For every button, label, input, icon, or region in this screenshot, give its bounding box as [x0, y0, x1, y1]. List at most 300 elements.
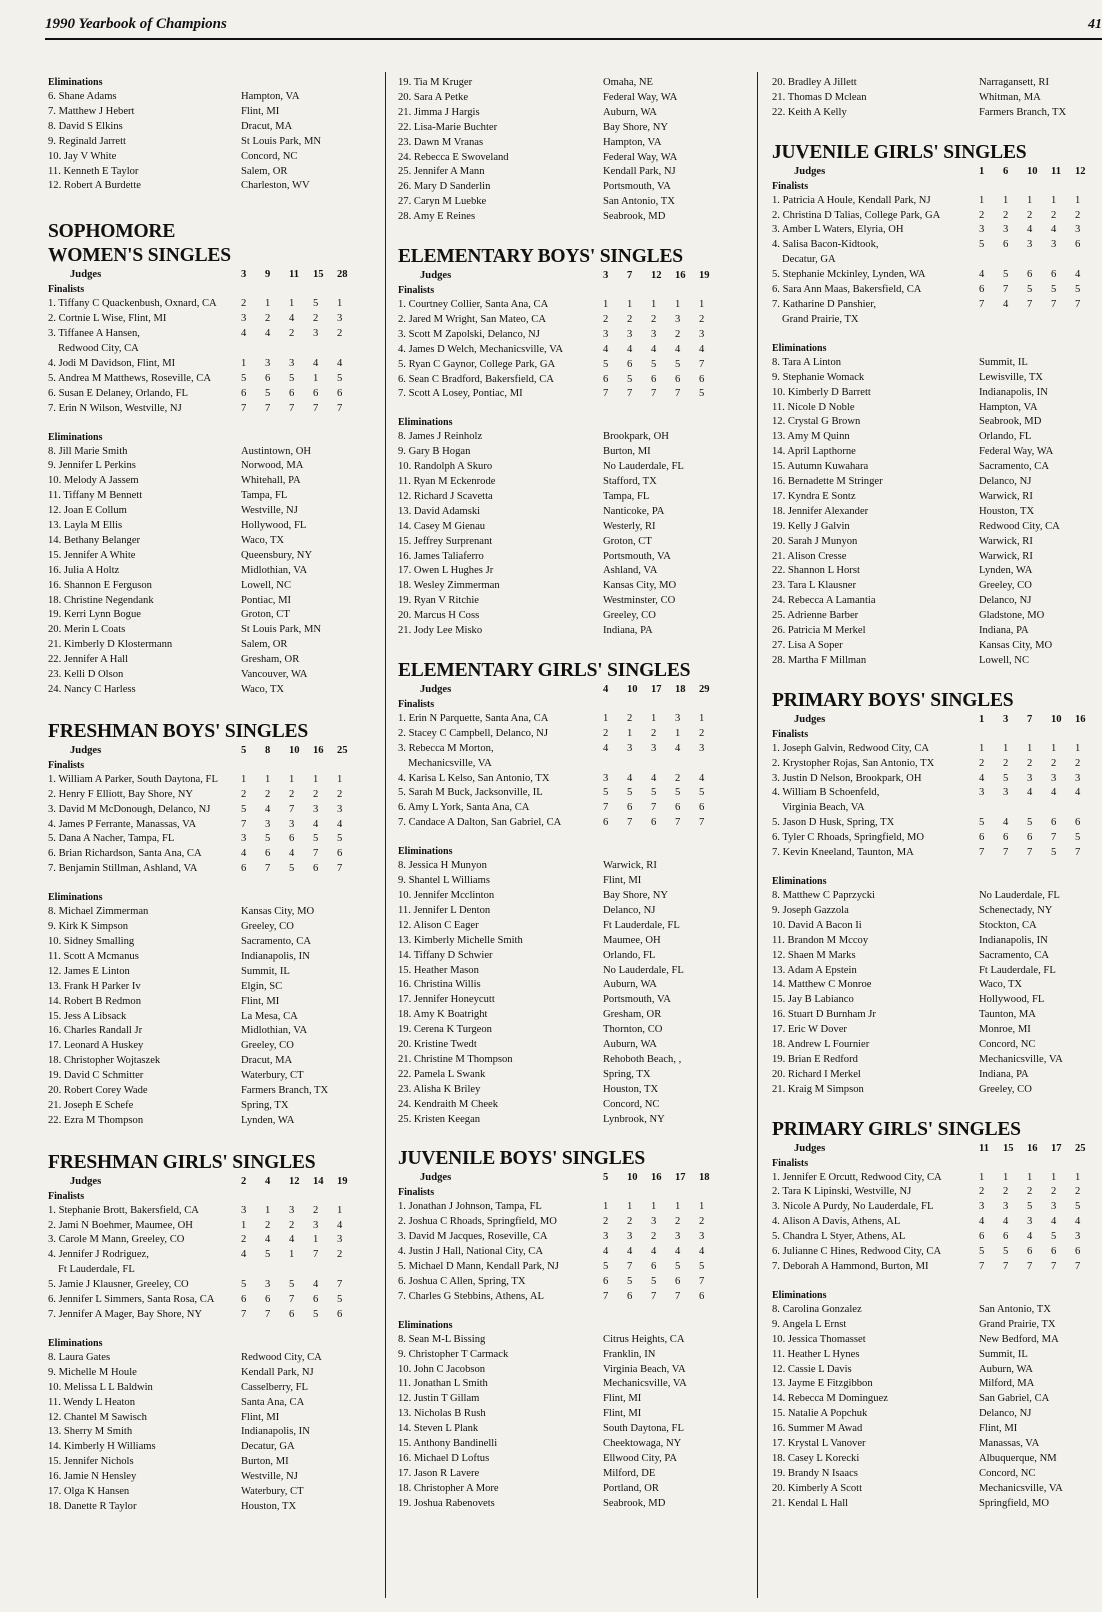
judge-number: 16 — [313, 744, 324, 756]
hometown: Summit, IL — [979, 1348, 1028, 1360]
skater-name: 19. Cerena K Turgeon — [398, 1024, 492, 1036]
ordinal-score: 7 — [627, 817, 633, 829]
hometown: Kansas City, MO — [241, 906, 315, 918]
hometown: Delanco, NJ — [979, 1408, 1032, 1420]
hometown: Taunton, MA — [979, 1009, 1036, 1021]
judges-row — [398, 269, 728, 284]
hometown: Ft Lauderdale, FL — [603, 919, 680, 931]
skater-name: 25. Kristen Keegan — [398, 1113, 481, 1125]
event-title: ELEMENTARY BOYS' SINGLES — [398, 246, 683, 268]
ordinal-score: 5 — [1027, 817, 1033, 829]
ordinal-score: 3 — [979, 1201, 985, 1213]
elimination-row — [398, 180, 728, 195]
ordinal-score: 4 — [627, 772, 633, 784]
ordinal-score: 1 — [1027, 194, 1033, 206]
event-section — [398, 76, 728, 225]
finalist-row — [398, 772, 728, 787]
hometown: Brookpark, OH — [603, 431, 669, 443]
skater-name: 17. Eric W Dover — [772, 1024, 847, 1036]
ordinal-score: 3 — [603, 1231, 609, 1243]
eliminations-label: Eliminations — [398, 846, 453, 858]
finalist-row — [398, 328, 728, 343]
elimination-row — [48, 579, 363, 594]
ordinal-score: 5 — [337, 1294, 343, 1306]
hometown: Flint, MI — [603, 875, 642, 887]
hometown: Warwick, RI — [603, 860, 657, 872]
elimination-row — [398, 1068, 728, 1083]
ordinal-score: 3 — [337, 803, 343, 815]
ordinal-score: 3 — [651, 742, 657, 754]
finalist-name: 1. Jonathan J Johnson, Tampa, FL — [398, 1201, 542, 1213]
hometown: Warwick, RI — [979, 490, 1033, 502]
finalist-name: 7. Erin N Wilson, Westville, NJ — [48, 402, 182, 414]
finalist-row — [48, 1293, 363, 1308]
ordinal-score: 1 — [337, 298, 343, 310]
elimination-row — [48, 1500, 363, 1515]
skater-name: 9. Reginald Jarrett — [48, 135, 126, 147]
ordinal-score: 3 — [1051, 772, 1057, 784]
finalist-name: 1. William A Parker, South Daytona, FL — [48, 773, 218, 785]
elimination-row — [772, 460, 1102, 475]
hometown: Concord, NC — [979, 1467, 1036, 1479]
hometown: Houston, TX — [603, 1083, 659, 1095]
finalist-row — [48, 402, 363, 417]
skater-name: 16. Summer M Awad — [772, 1423, 863, 1435]
ordinal-score: 3 — [979, 787, 985, 799]
hometown: Indiana, PA — [979, 625, 1029, 637]
finalist-name: 1. Tiffany C Quackenbush, Oxnard, CA — [48, 298, 217, 310]
skater-name: 8. Jill Marie Smith — [48, 445, 128, 457]
skater-name: 24. Kendraith M Cheek — [398, 1098, 499, 1110]
ordinal-score: 4 — [627, 343, 633, 355]
elimination-row — [772, 579, 1102, 594]
skater-name: 25. Adrienne Barber — [772, 610, 859, 622]
elimination-row — [398, 1008, 728, 1023]
ordinal-score: 7 — [1051, 1261, 1057, 1272]
elimination-row — [48, 965, 363, 980]
hometown: Bay Shore, NY — [603, 121, 669, 133]
finalist-row — [398, 373, 728, 388]
ordinal-score: 2 — [699, 1216, 705, 1228]
ordinal-score: 1 — [627, 727, 633, 739]
hometown: Sacramento, CA — [979, 949, 1050, 961]
hometown: Lowell, NC — [979, 654, 1030, 666]
elimination-row — [772, 1083, 1102, 1098]
hometown: Lynden, WA — [241, 1114, 295, 1126]
ordinal-score: 3 — [651, 1216, 657, 1228]
elimination-row — [398, 165, 728, 180]
finalist-row — [48, 357, 363, 372]
elimination-row — [772, 978, 1102, 993]
finalist-city-continued: Decatur, GA — [782, 254, 836, 266]
judges-label: Judges — [794, 165, 826, 177]
hometown: Flint, MI — [241, 995, 280, 1007]
ordinal-score: 7 — [603, 802, 609, 814]
skater-name: 16. Christina Willis — [398, 979, 481, 991]
ordinal-score: 3 — [313, 328, 319, 340]
judges-label: Judges — [420, 684, 452, 695]
finalist-row — [48, 312, 363, 327]
finalist-name: 6. Sean C Bradford, Bakersfield, CA — [398, 373, 554, 385]
event-title: PRIMARY GIRLS' SINGLES — [772, 1118, 1021, 1140]
elimination-row — [772, 91, 1102, 106]
finalists-label: Finalists — [772, 1157, 809, 1169]
skater-name: 20. Robert Corey Wade — [48, 1085, 148, 1097]
finalist-city-continued: Mechanicsville, VA — [408, 757, 492, 769]
hometown: Norwood, MA — [241, 460, 304, 472]
elimination-row — [772, 445, 1102, 460]
skater-name: 26. Patricia M Merkel — [772, 625, 866, 637]
elimination-row — [398, 1363, 728, 1378]
ordinal-score: 7 — [265, 1309, 271, 1320]
ordinal-score: 1 — [265, 773, 271, 785]
hometown: Redwood City, CA — [979, 520, 1060, 532]
ordinal-score: 6 — [675, 1275, 681, 1287]
skater-name: 19. Brian E Redford — [772, 1053, 858, 1065]
elimination-row — [772, 1318, 1102, 1333]
skater-name: 8. Carolina Gonzalez — [772, 1303, 862, 1315]
ordinal-score: 6 — [337, 848, 343, 860]
elimination-row — [48, 120, 363, 135]
ordinal-score: 5 — [265, 387, 271, 399]
hometown: Flint, MI — [241, 1411, 280, 1423]
ordinal-score: 5 — [1075, 832, 1081, 844]
event-section — [48, 220, 363, 698]
ordinal-score: 5 — [979, 239, 985, 251]
ordinal-score: 2 — [979, 209, 985, 221]
finalist-row — [398, 816, 728, 831]
skater-name: 15. Natalie A Popchuk — [772, 1408, 868, 1420]
elimination-row — [398, 1348, 728, 1363]
ordinal-score: 4 — [289, 1234, 295, 1246]
hometown: Citrus Heights, CA — [603, 1333, 685, 1345]
hometown: Waco, TX — [979, 979, 1023, 991]
ordinal-score: 6 — [603, 373, 609, 385]
eliminations-label: Eliminations — [772, 342, 827, 354]
elimination-row — [48, 1114, 363, 1129]
hometown: Westville, NJ — [241, 1471, 298, 1483]
elimination-row — [398, 460, 728, 475]
ordinal-score: 4 — [1027, 1231, 1033, 1243]
ordinal-score: 4 — [651, 343, 657, 355]
elimination-row — [398, 430, 728, 445]
finalist-name: 2. Joshua C Rhoads, Springfield, MO — [398, 1216, 557, 1228]
skater-name: 10. Sidney Smalling — [48, 935, 135, 947]
ordinal-score: 4 — [979, 269, 985, 281]
ordinal-score: 4 — [337, 818, 343, 830]
hometown: Indiana, PA — [979, 1068, 1029, 1080]
elimination-row — [772, 430, 1102, 445]
ordinal-score: 6 — [1075, 817, 1081, 829]
skater-name: 16. Charles Randall Jr — [48, 1025, 143, 1037]
ordinal-score: 4 — [1075, 787, 1081, 799]
ordinal-score: 1 — [1051, 194, 1057, 206]
elimination-row — [398, 121, 728, 136]
finalist-row — [48, 773, 363, 788]
eliminations-label: Eliminations — [48, 431, 103, 443]
eliminations-label: Eliminations — [398, 417, 453, 429]
finalist-name: 3. Scott M Zapolski, Delanco, NJ — [398, 328, 540, 340]
ordinal-score: 1 — [603, 298, 609, 310]
ordinal-score: 5 — [241, 803, 247, 815]
hometown: Manassas, VA — [979, 1438, 1040, 1450]
hometown: Federal Way, WA — [979, 446, 1054, 458]
hometown: Casselberry, FL — [241, 1381, 308, 1393]
ordinal-score: 1 — [675, 727, 681, 739]
finalist-row — [398, 1200, 728, 1215]
ordinal-score: 7 — [289, 803, 295, 815]
ordinal-score: 3 — [241, 1204, 247, 1216]
elimination-row — [772, 1348, 1102, 1363]
elimination-row — [772, 1068, 1102, 1083]
event-section — [772, 1118, 1102, 1512]
skater-name: 10. Melissa L L Baldwin — [48, 1381, 153, 1393]
ordinal-score: 1 — [979, 194, 985, 206]
hometown: Kendall Park, NJ — [241, 1366, 314, 1378]
elimination-row — [398, 1083, 728, 1098]
skater-name: 19. Tia M Kruger — [398, 77, 473, 88]
finalist-name: 2. Cortnie L Wise, Flint, MI — [48, 313, 167, 325]
ordinal-score: 5 — [289, 1279, 295, 1291]
ordinal-score: 1 — [627, 298, 633, 310]
ordinal-score: 6 — [603, 817, 609, 829]
elimination-row — [48, 608, 363, 623]
ordinal-score: 3 — [699, 1231, 705, 1243]
elimination-row — [48, 920, 363, 935]
skater-name: 27. Caryn M Luebke — [398, 196, 487, 208]
judge-number: 1 — [979, 165, 985, 177]
elimination-row — [772, 1437, 1102, 1452]
skater-name: 10. David A Bacon Ii — [772, 919, 862, 931]
ordinal-score: 6 — [675, 802, 681, 814]
skater-name: 21. Kimberly D Klostermann — [48, 639, 173, 651]
skater-name: 10. Jessica Thomasset — [772, 1333, 866, 1345]
finalist-row — [398, 786, 728, 801]
judge-number: 15 — [313, 269, 324, 281]
finalist-row — [398, 1215, 728, 1230]
ordinal-score: 1 — [241, 1219, 247, 1231]
ordinal-score: 3 — [1027, 239, 1033, 251]
judge-number: 16 — [1075, 713, 1086, 725]
finalist-row — [772, 846, 1102, 861]
skater-name: 22. Shannon L Horst — [772, 565, 860, 577]
elimination-row — [772, 1377, 1102, 1392]
finalist-name: 7. Candace A Dalton, San Gabriel, CA — [398, 817, 562, 829]
finalist-name: 6. Tyler C Rhoads, Springfield, MO — [772, 832, 925, 844]
ordinal-score: 4 — [1075, 1216, 1081, 1228]
eliminations-label: Eliminations — [48, 77, 103, 88]
judge-number: 12 — [1075, 165, 1086, 177]
hometown: Bay Shore, NY — [603, 889, 669, 901]
finalists-label: Finalists — [772, 728, 809, 740]
elimination-row — [48, 519, 363, 534]
ordinal-score: 5 — [627, 1275, 633, 1287]
judge-number: 10 — [627, 1172, 638, 1184]
elimination-row — [772, 564, 1102, 579]
judges-row — [772, 165, 1102, 180]
hometown: Westville, NJ — [241, 505, 298, 517]
hometown: Elgin, SC — [241, 980, 283, 992]
ordinal-score: 4 — [265, 803, 271, 815]
hometown: Ft Lauderdale, FL — [979, 964, 1056, 976]
judge-number: 11 — [1051, 165, 1062, 177]
ordinal-score: 4 — [979, 772, 985, 784]
ordinal-score: 2 — [1003, 209, 1009, 221]
ordinal-score: 3 — [1003, 1201, 1009, 1213]
ordinal-score: 5 — [1051, 1231, 1057, 1243]
ordinal-score: 6 — [979, 1231, 985, 1243]
finalist-name: 3. Tiffanee A Hansen, — [48, 328, 140, 340]
finalist-name: 5. Jason D Husk, Spring, TX — [772, 817, 895, 829]
ordinal-score: 7 — [313, 848, 319, 860]
elimination-row — [48, 489, 363, 504]
finalist-name: 7. Jennifer A Mager, Bay Shore, NY — [48, 1309, 203, 1320]
skater-name: 9. Joseph Gazzola — [772, 904, 849, 916]
skater-name: 13. David Adamski — [398, 505, 481, 517]
finalist-name: 2. Jami N Boehmer, Maumee, OH — [48, 1219, 193, 1231]
finalist-name: 6. Sara Ann Maas, Bakersfield, CA — [772, 284, 922, 296]
ordinal-score: 6 — [337, 387, 343, 399]
ordinal-score: 5 — [1003, 772, 1009, 784]
ordinal-score: 1 — [1075, 194, 1081, 206]
hometown: Farmers Branch, TX — [241, 1085, 329, 1097]
ordinal-score: 5 — [603, 787, 609, 799]
skater-name: 11. Ryan M Eckenrode — [398, 476, 496, 488]
ordinal-score: 3 — [313, 803, 319, 815]
skater-name: 8. James J Reinholz — [398, 431, 483, 443]
hometown: Lowell, NC — [241, 579, 292, 591]
finalist-row — [48, 1204, 363, 1219]
finalist-row — [772, 1171, 1102, 1186]
event-title: PRIMARY BOYS' SINGLES — [772, 689, 1014, 711]
hometown: Portsmouth, VA — [603, 181, 671, 193]
elimination-row — [398, 1053, 728, 1068]
ordinal-score: 1 — [313, 773, 319, 785]
finalist-row — [772, 742, 1102, 757]
skater-name: 16. Shannon E Ferguson — [48, 579, 152, 591]
ordinal-score: 7 — [1027, 847, 1033, 859]
skater-name: 19. Kerri Lynn Bogue — [48, 609, 141, 621]
hometown: Kendall Park, NJ — [603, 166, 676, 178]
ordinal-score: 4 — [651, 772, 657, 784]
hometown: Indianapolis, IN — [979, 386, 1048, 398]
hometown: Dracut, MA — [241, 120, 293, 132]
judge-number: 1 — [979, 713, 985, 725]
ordinal-score: 7 — [1075, 1261, 1081, 1272]
ordinal-score: 1 — [603, 712, 609, 724]
elimination-row — [772, 401, 1102, 416]
judges-row — [48, 744, 363, 759]
hometown: Lynbrook, NY — [603, 1113, 665, 1125]
ordinal-score: 2 — [699, 727, 705, 739]
judge-number: 4 — [265, 1175, 271, 1187]
elimination-row — [48, 1099, 363, 1114]
skater-name: 18. Wesley Zimmerman — [398, 580, 500, 592]
ordinal-score: 1 — [265, 1204, 271, 1216]
hometown: Austintown, OH — [241, 445, 312, 457]
ordinal-score: 6 — [1075, 1246, 1081, 1258]
ordinal-score: 6 — [627, 1290, 633, 1302]
skater-name: 9. Michelle M Houle — [48, 1366, 137, 1378]
ordinal-score: 2 — [265, 313, 271, 325]
skater-name: 24. Nancy C Harless — [48, 684, 136, 695]
judges-label: Judges — [420, 1172, 452, 1184]
hometown: Hollywood, FL — [979, 994, 1045, 1006]
hometown: Mechanicsville, VA — [603, 1378, 687, 1390]
hometown: Seabrook, MD — [979, 416, 1042, 428]
hometown: Portsmouth, VA — [603, 994, 671, 1006]
hometown: Greeley, CO — [241, 921, 294, 933]
ordinal-score: 1 — [1027, 742, 1033, 754]
eliminations-label: Eliminations — [772, 875, 827, 887]
ordinal-score: 4 — [337, 357, 343, 369]
elimination-row — [772, 1497, 1102, 1512]
elimination-row — [772, 1303, 1102, 1318]
hometown: Mechanicsville, VA — [979, 1482, 1063, 1494]
ordinal-score: 7 — [699, 817, 705, 829]
column-3 — [772, 76, 1102, 1600]
ordinal-score: 3 — [337, 1234, 343, 1246]
judge-number: 10 — [627, 684, 638, 695]
elimination-row — [772, 106, 1102, 121]
finalist-name: 6. Julianne C Hines, Redwood City, CA — [772, 1246, 942, 1258]
elimination-row — [398, 949, 728, 964]
ordinal-score: 5 — [1027, 1201, 1033, 1213]
elimination-row — [48, 995, 363, 1010]
ordinal-score: 4 — [265, 328, 271, 340]
ordinal-score: 7 — [603, 388, 609, 400]
finalist-name: 4. Justin J Hall, National City, CA — [398, 1246, 543, 1258]
judge-number: 17 — [651, 684, 662, 695]
ordinal-score: 2 — [1051, 1186, 1057, 1198]
ordinal-score: 3 — [627, 742, 633, 754]
skater-name: 25. Jennifer A Mann — [398, 166, 485, 178]
ordinal-score: 6 — [265, 372, 271, 384]
ordinal-score: 5 — [1027, 284, 1033, 296]
event-section — [772, 689, 1102, 1098]
hometown: Seabrook, MD — [603, 211, 666, 223]
skater-name: 9. Angela L Ernst — [772, 1318, 847, 1330]
ordinal-score: 5 — [337, 372, 343, 384]
finalist-name: 5. Ryan C Gaynor, College Park, GA — [398, 358, 556, 370]
judge-number: 4 — [603, 684, 609, 695]
ordinal-score: 7 — [627, 1261, 633, 1272]
finalist-row — [398, 712, 728, 727]
skater-name: 23. Kelli D Olson — [48, 669, 124, 681]
hometown: Gladstone, MO — [979, 610, 1045, 622]
column-divider — [757, 72, 758, 1598]
ordinal-score: 5 — [699, 1261, 705, 1272]
ordinal-score: 5 — [1051, 847, 1057, 859]
judge-number: 9 — [265, 269, 271, 281]
ordinal-score: 2 — [603, 1216, 609, 1228]
elimination-row — [398, 859, 728, 874]
finalist-name: 3. Justin D Nelson, Brookpark, OH — [772, 772, 922, 784]
elimination-row — [48, 1054, 363, 1069]
elimination-row — [48, 90, 363, 105]
skater-name: 9. Gary B Hogan — [398, 446, 471, 458]
judge-number: 17 — [1051, 1142, 1062, 1154]
finalist-name: 5. Jamie J Klausner, Greeley, CO — [48, 1279, 189, 1291]
ordinal-score: 6 — [313, 1294, 319, 1306]
ordinal-score: 5 — [675, 787, 681, 799]
event-section — [398, 1147, 728, 1511]
skater-name: 21. Kraig M Simpson — [772, 1083, 864, 1095]
elimination-row — [772, 1333, 1102, 1348]
ordinal-score: 4 — [699, 772, 705, 784]
elimination-row — [398, 564, 728, 579]
ordinal-score: 4 — [1075, 269, 1081, 281]
